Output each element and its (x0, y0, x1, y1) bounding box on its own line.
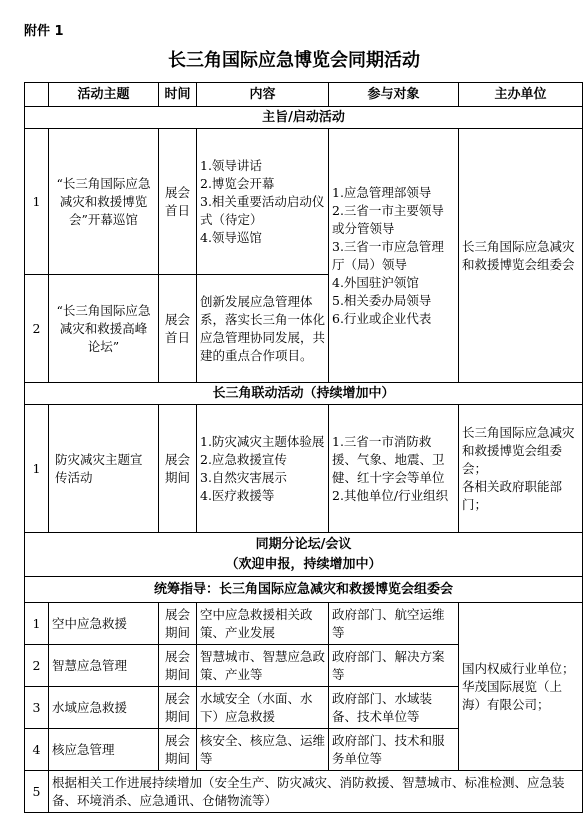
row-number: 4 (25, 729, 49, 771)
row-theme: 核应急管理 (49, 729, 159, 771)
row-number: 1 (25, 129, 49, 275)
row-theme: 水域应急救援 (49, 687, 159, 729)
row-content: 核安全、核应急、运维等 (197, 729, 329, 771)
row-participants: 政府部门、技术和服务单位等 (329, 729, 459, 771)
attachment-label: 附件 1 (24, 24, 64, 39)
header-num (25, 83, 49, 107)
section-header-row (25, 107, 583, 129)
table-row (25, 129, 583, 275)
row-extension-text: 根据相关工作进展持续增加（安全生产、防灾减灾、消防救援、智慧城市、标准检测、应急装备、环境消杀、应急通讯、仓储物流等） (49, 771, 583, 813)
table-header-row (25, 83, 583, 107)
header-theme: 活动主题 (49, 83, 159, 107)
row-number: 3 (25, 687, 49, 729)
section-header-row (25, 383, 583, 405)
activity-table (24, 82, 583, 813)
row-content: 水域安全（水面、水下）应急救援 (197, 687, 329, 729)
row-number: 1 (25, 405, 49, 533)
row-content: 空中应急救援相关政策、产业发展 (197, 603, 329, 645)
section-header-row (25, 533, 583, 577)
row-participants: 1.应急管理部领导 2.三省一市主要领导或分管领导 3.三省一市应急管理厅（局）领导 4.外国驻沪领馆 5.相关委办局领导 6.行业或企业代表 (329, 129, 459, 383)
forum-title: 同期分论坛/会议 (255, 536, 352, 552)
table-row (25, 603, 583, 645)
row-theme: “长三角国际应急减灾和救援高峰论坛” (49, 275, 159, 383)
row-content: 创新发展应急管理体系，落实长三角一体化应急管理协同发展，共建的重点合作项目。 (197, 275, 329, 383)
header-content: 内容 (197, 83, 329, 107)
guidance-text: 统筹指导：长三角国际应急减灾和救援博览会组委会 (25, 577, 583, 603)
row-organizer: 长三角国际应急减灾和救援博览会组委会； 各相关政府职能部门； (459, 405, 583, 533)
row-time: 展会期间 (159, 729, 197, 771)
row-time: 展会首日 (159, 129, 197, 275)
table-row (25, 405, 583, 533)
row-theme: “长三角国际应急减灾和救援博览会”开幕巡馆 (49, 129, 159, 275)
document-title: 长三角国际应急博览会同期活动 (168, 50, 420, 71)
header-time: 时间 (159, 83, 197, 107)
row-content: 1.领导讲话 2.博览会开幕 3.相关重要活动启动仪式（待定） 4.领导巡馆 (197, 129, 329, 275)
forum-subtitle: （欢迎申报，持续增加中） (225, 556, 382, 572)
row-number: 1 (25, 603, 49, 645)
row-time: 展会首日 (159, 275, 197, 383)
header-organizer: 主办单位 (459, 83, 583, 107)
row-theme: 防灾减灾主题宣传活动 (49, 405, 159, 533)
guidance-row (25, 577, 583, 603)
row-content: 1.防灾减灾主题体验展 2.应急救援宣传 3.自然灾害展示 4.医疗救援等 (197, 405, 329, 533)
row-number: 5 (25, 771, 49, 813)
row-participants: 1.三省一市消防救援、气象、地震、卫健、红十字会等单位 2.其他单位/行业组织 (329, 405, 459, 533)
row-number: 2 (25, 275, 49, 383)
table-row (25, 771, 583, 813)
row-participants: 政府部门、解决方案等 (329, 645, 459, 687)
row-time: 展会期间 (159, 687, 197, 729)
row-time: 展会期间 (159, 603, 197, 645)
section-title-main: 主旨/启动活动 (25, 107, 583, 129)
section-title-linkage: 长三角联动活动（持续增加中） (25, 383, 583, 405)
row-number: 2 (25, 645, 49, 687)
row-participants: 政府部门、水域装备、技术单位等 (329, 687, 459, 729)
row-organizer: 长三角国际应急减灾和救援博览会组委会 (459, 129, 583, 383)
row-content: 智慧城市、智慧应急政策、产业等 (197, 645, 329, 687)
row-time: 展会期间 (159, 645, 197, 687)
row-participants: 政府部门、航空运维等 (329, 603, 459, 645)
header-participants: 参与对象 (329, 83, 459, 107)
section-title-forum (25, 533, 583, 577)
row-time: 展会期间 (159, 405, 197, 533)
row-organizer: 国内权威行业单位； 华茂国际展览（上海）有限公司； (459, 603, 583, 771)
row-theme: 空中应急救援 (49, 603, 159, 645)
row-theme: 智慧应急管理 (49, 645, 159, 687)
